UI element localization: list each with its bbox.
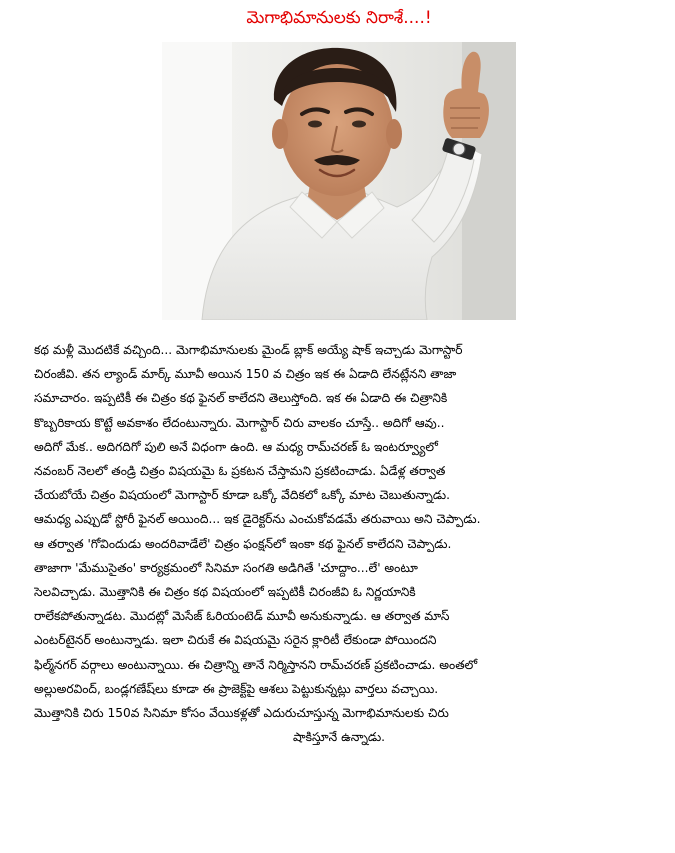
article-body (34, 338, 644, 749)
article-line: ఎంటర్‌టైనర్ అంటున్నాడు. ఇలా చిరుకే ఈ విషయమై సరైన క్లారిటీ లేకుండా పోయిందని (34, 633, 437, 648)
article-line: ఆమధ్య ఎప్పుడో స్టోరీ ఫైనల్ అయింది... ఇక డైరెక్టర్‌ను ఎంచుకోవడమే తరువాయి అని చెప్పాడు. (34, 512, 481, 527)
headline: మెగాభిమానులకు నిరాశే....! (246, 8, 432, 28)
article-line: మొత్తానికి చిరు 150వ సినిమా కోసం వేయికళ్లతో ఎదురుచూస్తున్న మెగాభిమానులకు చిరు (34, 706, 449, 721)
article-line: సమాచారం. ఇప్పటికీ ఈ చిత్రం కథ ఫైనల్ కాలేదని తెలుస్తోంది. ఇక ఈ ఏడాది ఈ చిత్రానికి (34, 391, 448, 406)
article-line: చిరంజీవి. తన ల్యాండ్ మార్క్ మూవీ అయిన 150 వ చిత్రం ఇక ఈ ఏడాది లేనట్లేనని తాజా (34, 367, 457, 382)
article-line: షాకిస్తూనే ఉన్నాడు. (292, 730, 386, 745)
article-line: అదిగో మేక.. అదిగదిగో పులి అనే విధంగా ఉంది. ఆ మధ్య రామ్‌చరణ్ ఓ ఇంటర్వ్యూలో (34, 439, 438, 454)
article-line: రాలేకపోతున్నాడట. మొదట్లో మెసేజ్ ఓరియంటెడ్ మూవీ అనుకున్నాడు. ఆ తర్వాత మాస్ (34, 609, 450, 624)
article-line: తాజాగా 'మేముసైతం' కార్యక్రమంలో సినిమా సంగతి అడిగితే 'చూద్దాం...లే' అంటూ (34, 560, 418, 575)
article-line: సెలవిచ్చాడు. మొత్తానికి ఈ చిత్రం కథ విషయంలో ఇప్పటికీ చిరంజీవి ఓ నిర్ణయానికి (34, 585, 416, 600)
article-line: చేయబోయే చిత్రం విషయంలో మెగాస్టార్ కూడా ఒక్కో వేదికలో ఒక్కో మాట చెబుతున్నాడు. (34, 488, 450, 503)
article-line: ఫిల్మ్‌నగర్ వర్గాలు అంటున్నాయి. ఈ చిత్రాన్ని తానే నిర్మిస్తానని రామ్‌చరణ్ ప్రకటించాడు. అంతలో (34, 657, 478, 672)
article-line: అల్లుఅరవింద్, బండ్లగణేష్‌లు కూడా ఈ ప్రాజెక్ట్‌పై ఆశలు పెట్టుకున్నట్లు వార్తలు వచ్చాయి. (34, 681, 439, 696)
portrait-illustration (162, 42, 516, 320)
article-line: కొబ్బరికాయ కొట్టే అవకాశం లేదంటున్నారు. మెగాస్టార్ చిరు వాలకం చూస్తే.. అదిగో ఆవు.. (34, 415, 445, 430)
article-photo (162, 42, 516, 320)
article-line: కథ మళ్లీ మొదటికే వచ్చింది... మెగాభిమానులకు మైండ్ బ్లాక్ అయ్యే షాక్ ఇచ్చాడు మెగాస్టార్ (34, 343, 463, 357)
article-line: ఆ తర్వాత 'గోవిందుడు అందరివాడేలే' చిత్రం ఫంక్షన్‌లో ఇంకా కథ ఫైనల్ కాలేదని చెప్పాడు. (34, 536, 452, 551)
article-line: నవంబర్ నెలలో తండ్రి చిత్రం విషయమై ఓ ప్రకటన చేస్తామని ప్రకటించాడు. ఏడేళ్ల తర్వాత (34, 464, 446, 479)
